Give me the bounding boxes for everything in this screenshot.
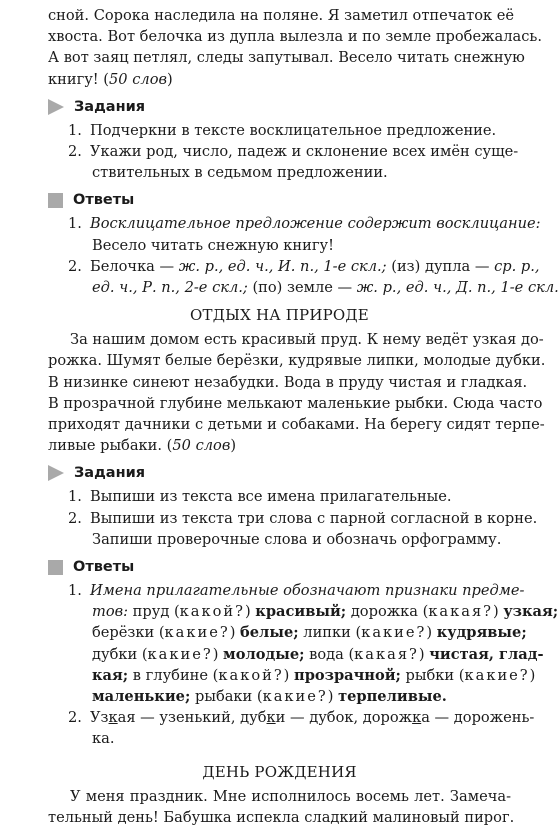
list-item: 2. Узкая — узенький, дубки — дубок, дорожка — дорожень- [68,709,535,727]
triangle-marker-icon [48,99,64,115]
text-line: В низинке синеют незабудки. Вода в пруду чистая и гладкая. [48,373,528,391]
tasks-heading: Задания [48,94,511,120]
list-item: 1. Восклицательное предложение содержит восклицание: [68,215,541,233]
list-item-continuation: дубки (какие?) молодые; вода (какая?) чистая, глад- [92,645,544,663]
list-item-continuation: маленькие; рыбаки (какие?) терпеливые. [92,688,447,706]
text-line: У меня праздник. Мне исполнилось восемь лет. Замеча- [70,787,511,805]
square-marker-icon [48,560,63,575]
word-count: 50 слов [109,70,167,88]
answers-heading: Ответы [48,554,511,580]
text-line: книгу! (50 слов) [48,70,173,88]
list-item-continuation: тов: пруд (какой?) красивый; дорожка (какая?) узкая; [92,603,559,621]
square-marker-icon [48,193,63,208]
list-item-continuation: берёзки (какие?) белые; липки (какие?) кудрявые; [92,624,527,642]
intro-paragraph [48,5,542,90]
story-paragraph [48,786,515,828]
list-item: 2. Укажи род, число, падеж и склонение всех имён суще- [68,143,519,161]
text-line: тельный день! Бабушка испекла сладкий малиновый пирог. [48,808,515,826]
list-item: 1. Имена прилагательные обозначают признаки предме- [68,582,525,600]
list-item-continuation: ствительных в седьмом предложении. [92,164,388,182]
tasks-heading: Задания [48,460,511,486]
underlined-letter: к [108,709,118,727]
list-item-continuation: Запиши проверочные слова и обозначь орфограмму. [92,530,502,548]
underlined-letter: к [266,709,276,727]
list-item: 2. Выпиши из текста три слова с парной согласной в корне. [68,509,538,527]
answers-heading: Ответы [48,187,511,213]
story-title: ДЕНЬ РОЖДЕНИЯ [202,762,357,781]
list-item-continuation: ка. [92,730,115,748]
list-item-continuation: кая; в глубине (какой?) прозрачной; рыбки (какие?) [92,666,536,684]
story-title: ОТДЫХ НА ПРИРОДЕ [190,306,369,325]
text-line: хвоста. Вот белочка из дупла вылезла и по земле пробежалась. [48,28,542,46]
text-line: приходят дачники с детьми и собаками. На берегу сидят терпе- [48,416,545,434]
text-line: А вот заяц петлял, следы запутывал. Весело читать снежную [48,49,525,67]
text-line: сной. Сорока наследила на поляне. Я заметил отпечаток её [48,7,515,24]
text-line: рожка. Шумят белые берёзки, кудрявые липки, молодые дубки. [48,352,546,370]
text-line: ливые рыбаки. (50 слов) [48,437,237,455]
list-item: 1. Подчеркни в тексте восклицательное предложение. [68,121,497,139]
list-item-continuation: Весело читать снежную книгу! [92,236,334,254]
word-count: 50 слов [172,437,231,455]
list-item: 2. Белочка — ж. р., ед. ч., И. п., 1-е скл.; (из) дупла — ср. р., [68,257,540,275]
story-paragraph [48,329,546,456]
text-line: За нашим домом есть красивый пруд. К нему ведёт узкая до- [70,331,544,349]
text-line: В прозрачной глубине мелькают маленькие рыбки. Сюда часто [48,394,543,412]
list-item-continuation: ед. ч., Р. п., 2-е скл.; (по) земле — ж. р., ед. ч., Д. п., 1-е скл. [92,279,559,297]
list-item: 1. Выпиши из текста все имена прилагательные. [68,488,452,506]
triangle-marker-icon [48,465,64,481]
underlined-letter: к [412,709,422,727]
